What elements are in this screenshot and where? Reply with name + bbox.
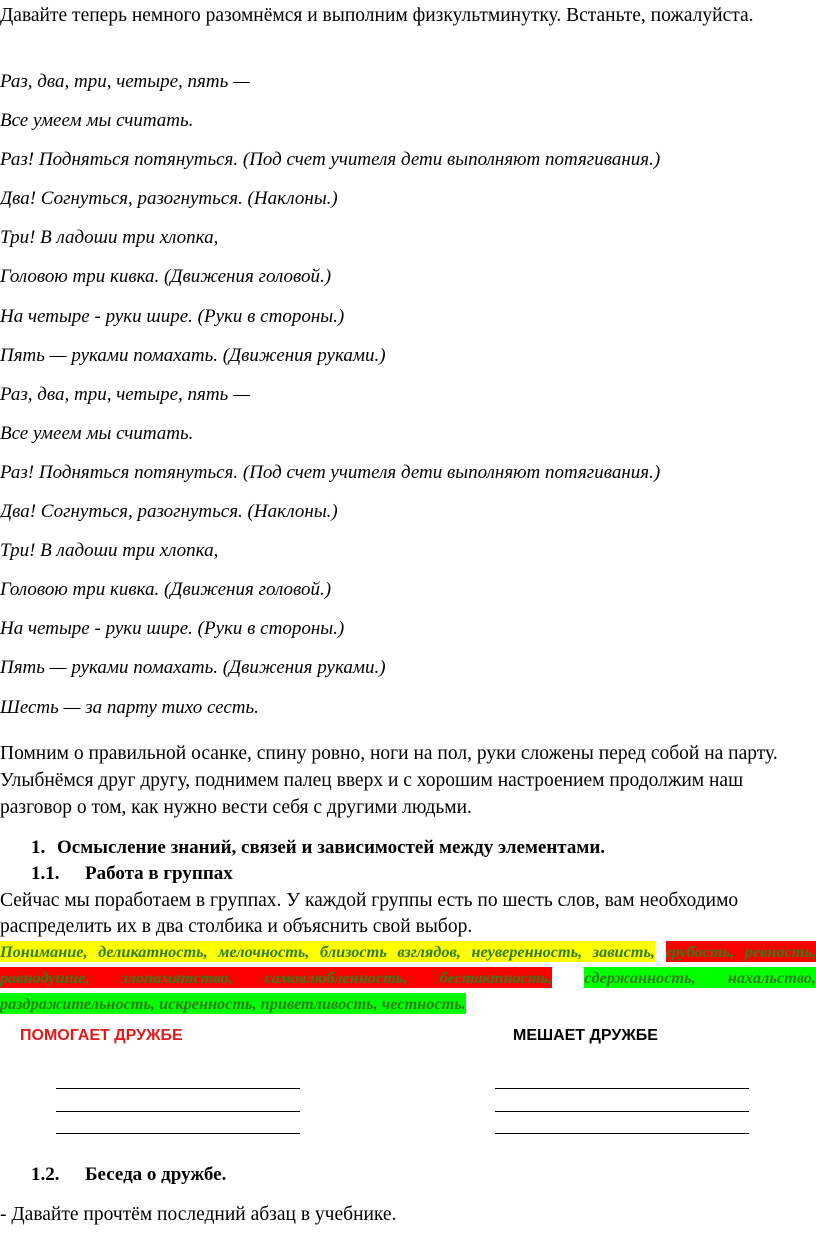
poem-line: Все умеем мы считать. xyxy=(0,110,194,132)
poem-line: Головою три кивка. (Движения головой.) xyxy=(0,579,332,601)
poem-line: Пять — руками помахать. (Движения руками.) xyxy=(0,344,386,366)
poem-line: Раз! Подняться потянуться. (Под счет учителя дети выполняют потягивания.) xyxy=(0,461,661,483)
poem-line: Три! В ладоши три хлопка, xyxy=(0,540,219,562)
poem-line: Шесть — за парту тихо сесть. xyxy=(0,696,259,718)
poem-line: На четыре - руки шире. (Руки в стороны.) xyxy=(0,305,345,327)
answer-line xyxy=(495,1111,749,1112)
section-1-1-heading xyxy=(31,862,233,886)
poem-line: Все умеем мы считать. xyxy=(0,422,194,444)
answer-line xyxy=(495,1088,749,1089)
poem-line: Раз, два, три, четыре, пять — xyxy=(0,383,250,405)
intro-paragraph: Давайте теперь немного разомнёмся и выполним физкультминутку. Встаньте, пожалуйста. xyxy=(0,5,754,26)
word-list xyxy=(0,939,816,1017)
section-1-2-heading xyxy=(31,1163,226,1187)
hinders-friendship-heading: МЕШАЕТ ДРУЖБЕ xyxy=(513,1027,658,1044)
poem-line: Три! В ладоши три хлопка, xyxy=(0,227,219,249)
section-title: Работа в группах xyxy=(85,863,233,884)
section-title: Беседа о дружбе. xyxy=(85,1164,227,1185)
groups-paragraph: Сейчас мы поработаем в группах. У каждой группы есть по шесть слов, вам необходимо распределить их в два столбика и объяснить свой выбор. xyxy=(0,890,739,937)
section-number: 1. xyxy=(31,837,46,858)
poem-line: Раз, два, три, четыре, пять — xyxy=(0,71,250,92)
answer-line xyxy=(56,1088,300,1089)
section-title: Осмысление знаний, связей и зависимостей между элементами. xyxy=(57,837,606,858)
helps-friendship-heading: ПОМОГАЕТ ДРУЖБЕ xyxy=(20,1027,183,1044)
word-group-red: грубость, ревность, равнодушие, злопамятство, самовлюбленность, бестактность, xyxy=(0,942,816,987)
word-group-green: сдержанность, нахальство, раздражительность, искренность, приветливость, честность. xyxy=(0,968,816,1013)
reading-instruction: - Давайте прочтём последний абзац в учебнике. xyxy=(0,1204,397,1225)
poem-line: Два! Согнуться, разогнуться. (Наклоны.) xyxy=(0,188,338,210)
answer-line xyxy=(495,1133,749,1134)
poem-line: Раз! Подняться потянуться. (Под счет учителя дети выполняют потягивания.) xyxy=(0,149,661,171)
poem-line: Пять — руками помахать. (Движения руками.) xyxy=(0,657,386,679)
poem-line: Два! Согнуться, разогнуться. (Наклоны.) xyxy=(0,501,338,523)
answer-line xyxy=(56,1111,300,1112)
section-1-heading xyxy=(31,836,605,860)
word-group-yellow: Понимание, деликатность, мелочность, близость взглядов, неуверенность, зависть, xyxy=(0,942,655,961)
section-number: 1.1. xyxy=(31,863,60,884)
section-number: 1.2. xyxy=(31,1164,60,1185)
exercise-poem xyxy=(0,62,812,727)
posture-paragraph: Помним о правильной осанке, спину ровно, ноги на пол, руки сложены перед собой на парту. Улыбнёмся друг другу, поднимем палец вверх и с хорошим настроением продолжим наш разговор о том, как нужно вести себя с другими людьми. xyxy=(0,743,778,818)
poem-line: Головою три кивка. (Движения головой.) xyxy=(0,266,332,288)
poem-line: На четыре - руки шире. (Руки в стороны.) xyxy=(0,618,345,640)
answer-line xyxy=(56,1133,300,1134)
